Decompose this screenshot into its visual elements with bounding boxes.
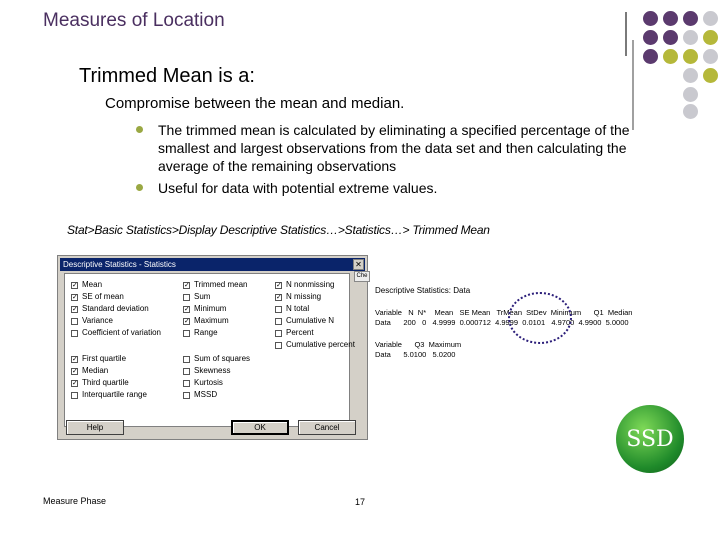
dot — [643, 11, 658, 26]
dot — [703, 30, 718, 45]
dot — [683, 30, 698, 45]
checkbox-option[interactable] — [71, 304, 149, 314]
checkbox-checked-icon[interactable]: ✓ — [276, 281, 282, 289]
output-row2-header: Variable Q3 Maximum — [375, 340, 462, 349]
checkbox-checked-icon[interactable]: ✓ — [276, 293, 282, 301]
ssd-logo: SSD — [616, 405, 684, 473]
checkbox-option[interactable] — [275, 316, 334, 326]
dot — [703, 11, 718, 26]
menu-path: Stat>Basic Statistics>Display Descriptive Statistics…>Statistics…> Trimmed Mean — [67, 223, 490, 237]
checkbox-label: First quartile — [82, 354, 127, 363]
checkbox-label: Median — [82, 366, 109, 375]
checkbox-label: Variance — [82, 316, 113, 325]
checkbox-checked-icon[interactable]: ✓ — [184, 317, 190, 325]
checkbox-label: Minimum — [194, 304, 227, 313]
checkbox-label: Sum — [194, 292, 211, 301]
checkbox-label: Coefficient of variation — [82, 328, 162, 337]
checkbox-option[interactable] — [71, 292, 124, 302]
checkbox-option[interactable] — [71, 354, 126, 364]
checkbox-label: Mean — [82, 280, 103, 289]
checkbox-option[interactable] — [183, 354, 250, 364]
checkbox-option[interactable] — [183, 280, 248, 290]
bullet-dot-icon — [136, 184, 143, 191]
help-button[interactable]: Help — [66, 420, 124, 435]
checkbox-checked-icon[interactable]: ✓ — [72, 305, 78, 313]
checkbox-icon[interactable] — [183, 330, 190, 337]
checkbox-option[interactable] — [275, 304, 309, 314]
dot — [683, 49, 698, 64]
checkbox-option[interactable] — [71, 390, 147, 400]
checkbox-label: N total — [286, 304, 310, 313]
bullet-text: Useful for data with potential extreme values. — [158, 180, 438, 196]
checkbox-option[interactable] — [183, 292, 210, 302]
dot — [663, 49, 678, 64]
checkbox-icon[interactable] — [183, 294, 190, 301]
dialog-titlebar — [60, 258, 365, 271]
checkbox-checked-icon[interactable]: ✓ — [72, 355, 78, 363]
dot — [703, 49, 718, 64]
checkbox-option[interactable] — [183, 390, 217, 400]
options-panel — [64, 273, 355, 427]
slide-title: Measures of Location — [43, 10, 225, 31]
footer-label: Measure Phase — [43, 496, 107, 506]
checkbox-label: Third quartile — [82, 378, 129, 387]
checkbox-label: Percent — [286, 328, 314, 337]
checkbox-icon[interactable] — [183, 356, 190, 363]
checkbox-label: SE of mean — [82, 292, 124, 301]
dot — [643, 49, 658, 64]
checkbox-checked-icon[interactable]: ✓ — [184, 305, 190, 313]
checkbox-icon[interactable] — [71, 392, 78, 399]
checkbox-option[interactable] — [275, 292, 321, 302]
dot — [663, 11, 678, 26]
checkbox-option[interactable] — [71, 378, 129, 388]
highlight-circle — [508, 292, 572, 344]
page-number: 17 — [355, 497, 366, 507]
close-icon[interactable]: ✕ — [353, 259, 364, 270]
output-row1-header: Variable N N* Mean SE Mean TrMean StDev Minimum Q1 Median — [375, 308, 633, 317]
checkbox-label: Kurtosis — [194, 378, 223, 387]
subheading: Compromise between the mean and median. — [105, 95, 405, 112]
checkbox-option[interactable] — [183, 316, 229, 326]
checkbox-option[interactable] — [275, 328, 314, 338]
side-button[interactable]: Che — [354, 271, 370, 282]
checkbox-checked-icon[interactable]: ✓ — [72, 293, 78, 301]
bullet-list — [136, 121, 676, 201]
checkbox-option[interactable] — [183, 366, 230, 376]
checkbox-checked-icon[interactable]: ✓ — [72, 281, 78, 289]
checkbox-option[interactable] — [183, 328, 218, 338]
checkbox-icon[interactable] — [183, 380, 190, 387]
statistics-dialog — [57, 255, 368, 440]
checkbox-icon[interactable] — [71, 318, 78, 325]
checkbox-label: Range — [194, 328, 218, 337]
dot — [683, 68, 698, 83]
dot — [703, 68, 718, 83]
checkbox-option[interactable] — [183, 304, 226, 314]
dot — [683, 87, 698, 102]
checkbox-label: N nonmissing — [286, 280, 335, 289]
section-heading: Trimmed Mean is a: — [79, 65, 255, 87]
bullet-item — [136, 179, 676, 197]
checkbox-option[interactable] — [71, 280, 102, 290]
checkbox-label: Trimmed mean — [194, 280, 248, 289]
checkbox-checked-icon[interactable]: ✓ — [184, 281, 190, 289]
checkbox-label: Cumulative N — [286, 316, 335, 325]
decorative-dot-grid — [640, 8, 720, 118]
checkbox-label: Skewness — [194, 366, 231, 375]
output-row1-values: Data 200 0 4.9999 0.000712 4.9999 0.0101 4.9700 4.9900 5.0000 — [375, 318, 629, 327]
ok-button[interactable]: OK — [231, 420, 289, 435]
checkbox-checked-icon[interactable]: ✓ — [72, 379, 78, 387]
divider-line-2 — [632, 40, 634, 130]
divider-line — [625, 12, 627, 56]
bullet-dot-icon — [136, 126, 143, 133]
dot — [643, 30, 658, 45]
dialog-title: Descriptive Statistics - Statistics — [63, 260, 176, 269]
bullet-item — [136, 121, 676, 175]
cancel-button[interactable]: Cancel — [298, 420, 356, 435]
checkbox-checked-icon[interactable]: ✓ — [72, 367, 78, 375]
checkbox-option[interactable] — [71, 328, 161, 338]
checkbox-icon[interactable] — [275, 342, 282, 349]
checkbox-label: Interquartile range — [82, 390, 147, 399]
checkbox-icon[interactable] — [71, 330, 78, 337]
checkbox-icon[interactable] — [183, 392, 190, 399]
output-row2-values: Data 5.0100 5.0200 — [375, 350, 456, 359]
checkbox-option[interactable] — [275, 280, 334, 290]
output-title: Descriptive Statistics: Data — [375, 286, 471, 295]
checkbox-label: N missing — [286, 292, 322, 301]
checkbox-icon[interactable] — [275, 330, 282, 337]
checkbox-label: Standard deviation — [82, 304, 149, 313]
bullet-text: The trimmed mean is calculated by eliminating a specified percentage of the smallest and largest observations from the data set and then calculating the average of the remaining observations — [158, 122, 630, 174]
checkbox-option[interactable] — [71, 316, 113, 326]
dot — [683, 11, 698, 26]
checkbox-label: Maximum — [194, 316, 229, 325]
checkbox-option[interactable] — [275, 340, 355, 350]
checkbox-icon[interactable] — [183, 368, 190, 375]
dot — [663, 30, 678, 45]
checkbox-icon[interactable] — [275, 318, 282, 325]
checkbox-label: Sum of squares — [194, 354, 251, 363]
checkbox-label: MSSD — [194, 390, 218, 399]
checkbox-option[interactable] — [71, 366, 108, 376]
checkbox-label: Cumulative percent — [286, 340, 355, 349]
checkbox-icon[interactable] — [275, 306, 282, 313]
dot — [683, 104, 698, 119]
checkbox-option[interactable] — [183, 378, 223, 388]
